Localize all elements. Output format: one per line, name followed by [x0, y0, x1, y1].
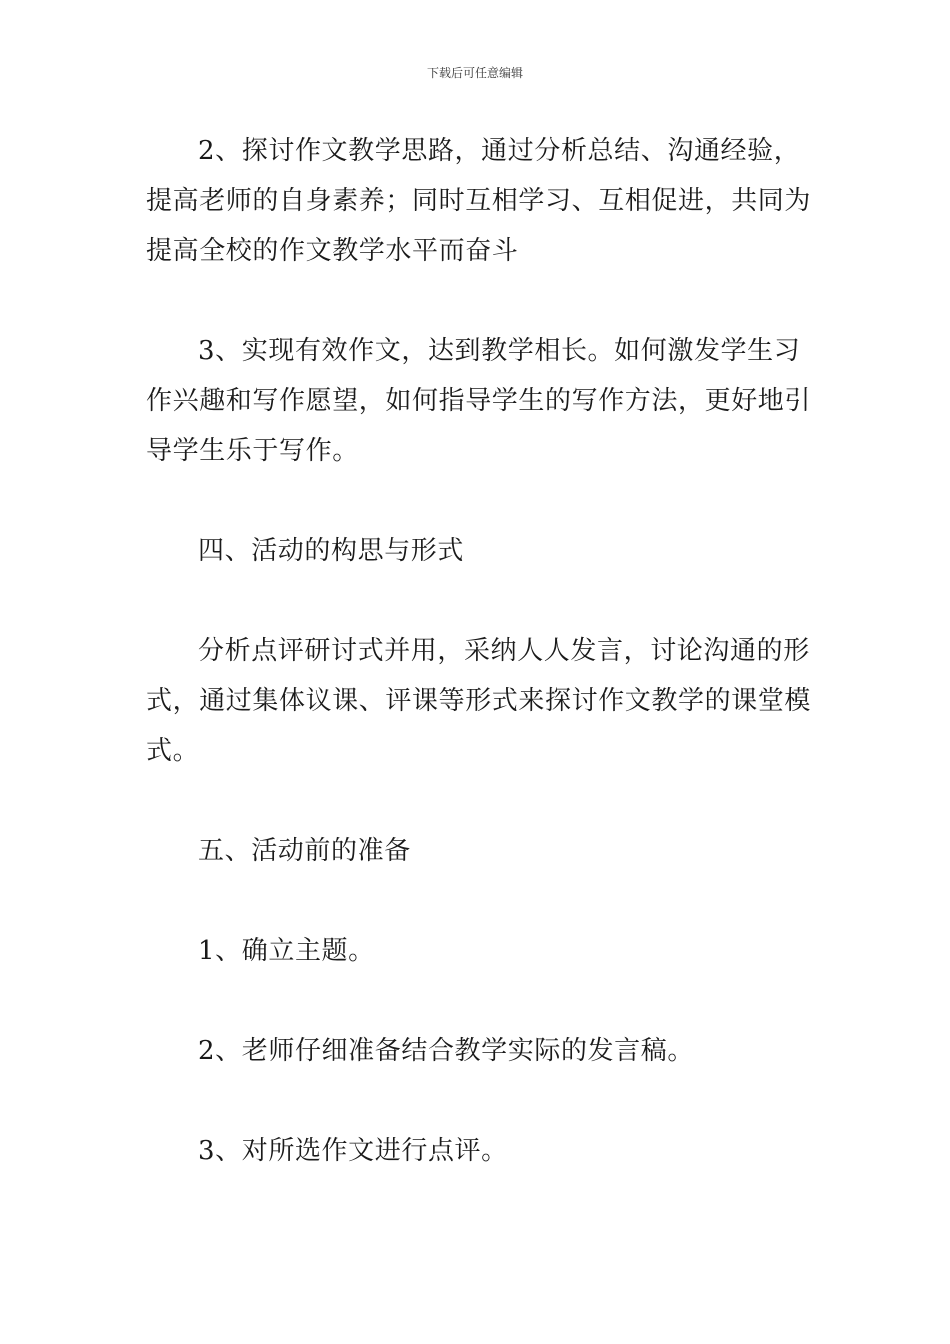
paragraph-spacer — [146, 1076, 811, 1126]
paragraph-goal-2: 2、探讨作文教学思路，通过分析总结、沟通经验，提高老师的自身素养；同时互相学习、互相促进，共同为提高全校的作文教学水平而奋斗 — [146, 136, 812, 266]
prep-item-1: 1、确立主题。 — [198, 936, 375, 966]
paragraph-spacer — [146, 276, 811, 326]
paragraph-spacer — [146, 776, 811, 826]
prep-item-2: 2、老师仔细准备结合教学实际的发言稿。 — [198, 1036, 694, 1066]
paragraph-spacer — [146, 476, 811, 526]
section-heading-5: 五、活动前的准备 — [198, 836, 411, 866]
paragraph-spacer — [146, 576, 811, 626]
paragraph-goal-3: 3、实现有效作文，达到教学相长。如何激发学生习作兴趣和写作愿望，如何指导学生的写作方法，更好地引导学生乐于写作。 — [146, 336, 812, 466]
section-heading-4: 四、活动的构思与形式 — [198, 536, 465, 566]
paragraph-spacer — [146, 876, 811, 926]
page-header: 下载后可任意编辑 — [426, 66, 523, 80]
prep-item-3: 3、对所选作文进行点评。 — [198, 1136, 508, 1166]
paragraph-spacer — [146, 976, 811, 1026]
document-body — [146, 126, 811, 1176]
paragraph-format: 分析点评研讨式并用，采纳人人发言，讨论沟通的形式，通过集体议课、评课等形式来探讨作文教学的课堂模式。 — [146, 636, 812, 766]
